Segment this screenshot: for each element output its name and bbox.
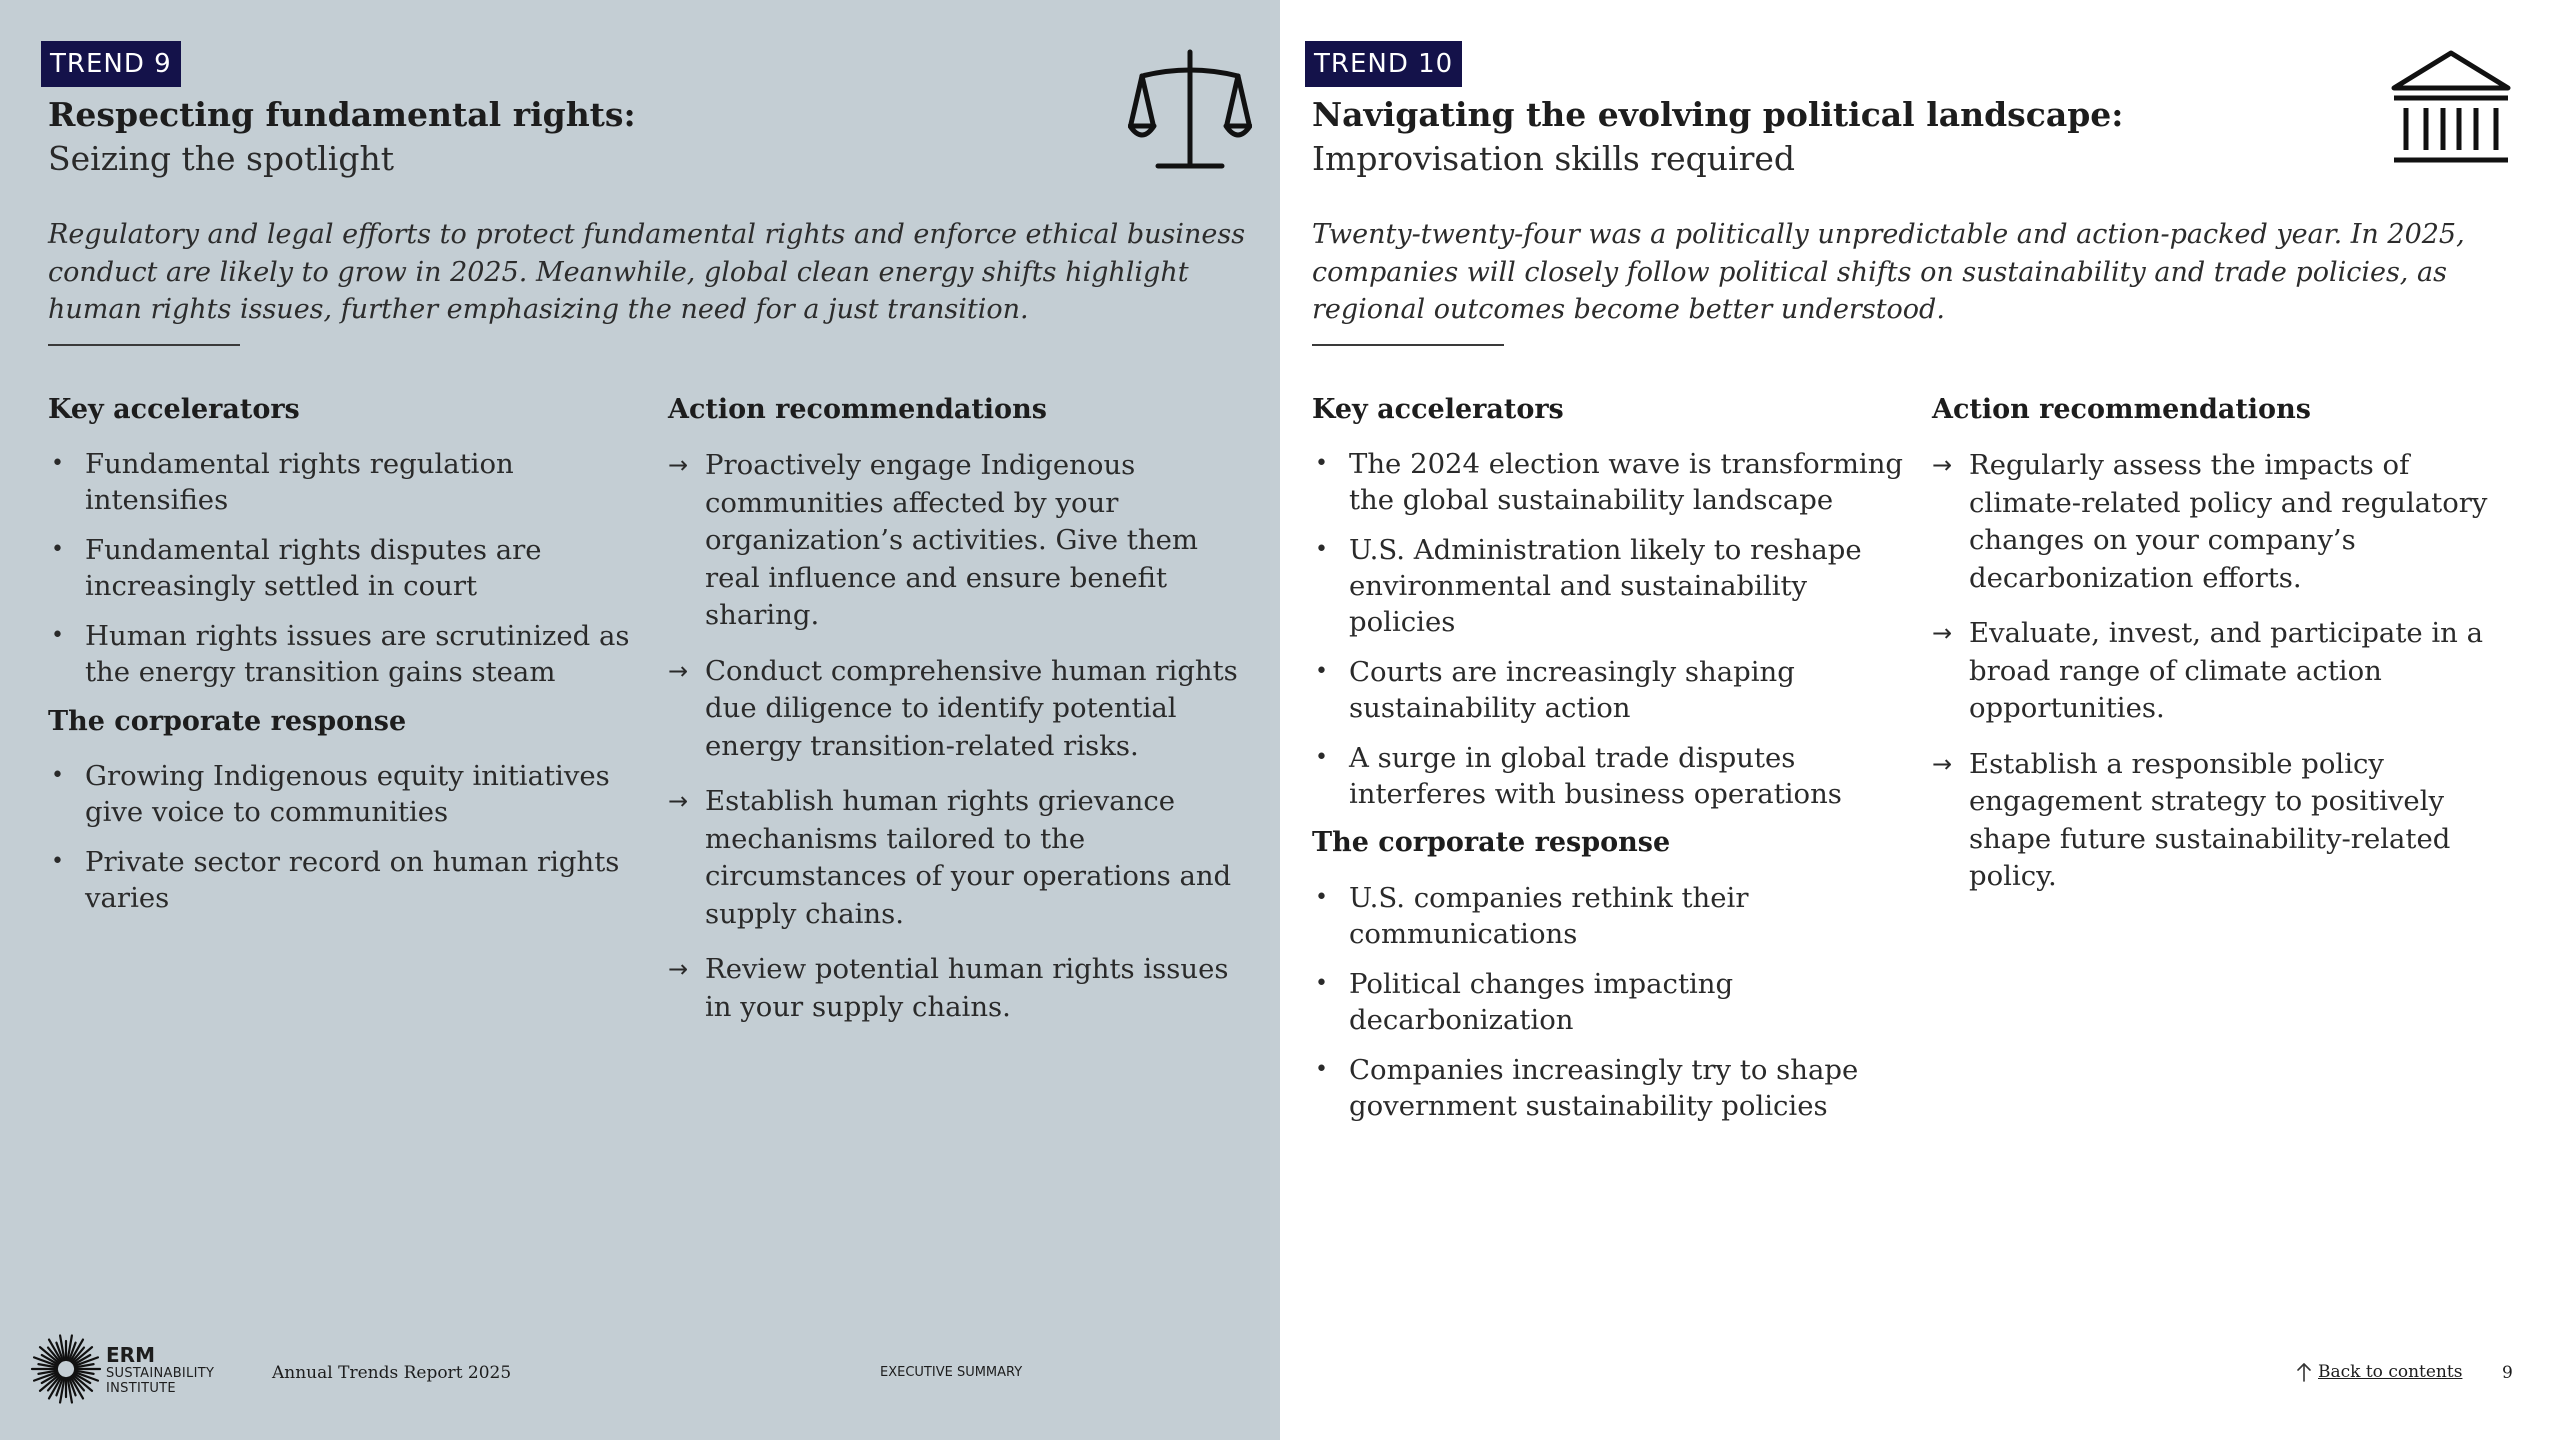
key-accelerators-heading: Key accelerators xyxy=(1312,394,1564,425)
bullet-icon: • xyxy=(1315,451,1328,476)
bullet-icon: • xyxy=(51,763,64,788)
list-item: → Proactively engage Indigenous communities affected by your organization’s activities. Give them real influence and ensure benefit sharing. xyxy=(668,449,1198,631)
list-item: • The 2024 election wave is transforming the global sustainability landscape xyxy=(1315,448,1904,516)
trend-9-intro: Regulatory and legal efforts to protect fundamental rights and enforce ethical business conduct are likely to grow in 2025. Meanwhile, global clean energy shifts highlight human rights issues, further emphasizing the need for a just transition. xyxy=(48,219,1246,325)
bullet-icon: • xyxy=(1315,537,1328,562)
corporate-response-list xyxy=(1312,880,1912,1138)
list-item: → Conduct comprehensive human rights due diligence to identify potential energy transition-related risks. xyxy=(668,654,1238,762)
bullet-icon: • xyxy=(51,849,64,874)
key-accelerators-list xyxy=(1312,446,1912,826)
list-item: → Regularly assess the impacts of climate-related policy and regulatory changes on your company’s decarbonization efforts. xyxy=(1932,449,2488,594)
arrow-right-icon: → xyxy=(668,787,689,815)
trend-9-title: Respecting fundamental rights: xyxy=(48,95,636,134)
section-label: EXECUTIVE SUMMARY xyxy=(880,1365,1023,1380)
list-item: • A surge in global trade disputes interferes with business operations xyxy=(1315,742,1842,810)
action-recommendations-list xyxy=(668,447,1248,1044)
trend-10-subtitle: Improvisation skills required xyxy=(1312,139,1796,178)
divider xyxy=(48,344,240,346)
list-item: • U.S. Administration likely to reshape environmental and sustainability policies xyxy=(1315,534,1862,638)
trend-10-title: Navigating the evolving political landscape: xyxy=(1312,95,2124,134)
arrow-right-icon: → xyxy=(668,451,689,479)
action-recommendations-heading: Action recommendations xyxy=(668,394,1047,425)
key-accelerators-list xyxy=(48,446,638,704)
list-item: • Fundamental rights disputes are increasingly settled in court xyxy=(51,534,542,602)
report-title: Annual Trends Report 2025 xyxy=(272,1363,512,1383)
list-item: → Establish human rights grievance mechanisms tailored to the circumstances of your operations and supply chains. xyxy=(668,785,1232,930)
corporate-response-list xyxy=(48,758,638,930)
trend-9-subtitle: Seizing the spotlight xyxy=(48,139,394,178)
back-to-contents-link[interactable]: Back to contents xyxy=(2296,1361,2462,1383)
list-item: • Private sector record on human rights varies xyxy=(51,846,620,914)
trend-9-tag: TREND 9 xyxy=(41,41,181,87)
scales-of-justice-icon xyxy=(1128,48,1252,172)
erm-logo-icon xyxy=(30,1333,102,1405)
government-building-icon xyxy=(2390,48,2512,170)
list-item: → Review potential human rights issues in your supply chains. xyxy=(668,953,1229,1023)
list-item: → Evaluate, invest, and participate in a broad range of climate action opportunities. xyxy=(1932,617,2484,724)
arrow-right-icon: → xyxy=(1932,619,1953,647)
list-item: • Courts are increasingly shaping sustainability action xyxy=(1315,656,1795,724)
bullet-icon: • xyxy=(1315,745,1328,770)
key-accelerators-heading: Key accelerators xyxy=(48,394,300,425)
action-recommendations-heading: Action recommendations xyxy=(1932,394,2311,425)
divider xyxy=(1312,344,1504,346)
list-item: → Establish a responsible policy engagement strategy to positively shape future sustainability-related policy. xyxy=(1932,747,2451,892)
list-item: • U.S. companies rethink their communications xyxy=(1315,882,1749,950)
bullet-icon: • xyxy=(1315,885,1328,910)
erm-logo-text: ERM SUSTAINABILITY INSTITUTE xyxy=(106,1343,215,1396)
list-item: • Fundamental rights regulation intensifies xyxy=(51,448,514,516)
list-item: • Growing Indigenous equity initiatives give voice to communities xyxy=(51,760,610,828)
trend-10-tag: TREND 10 xyxy=(1305,41,1462,87)
bullet-icon: • xyxy=(1315,971,1328,996)
list-item: • Companies increasingly try to shape government sustainability policies xyxy=(1315,1054,1859,1122)
bullet-icon: • xyxy=(1315,1057,1328,1082)
list-item: • Political changes impacting decarbonization xyxy=(1315,968,1734,1036)
bullet-icon: • xyxy=(1315,659,1328,684)
page-number: 9 xyxy=(2502,1363,2513,1383)
arrow-up-icon xyxy=(2296,1362,2312,1382)
trend-10-intro: Twenty-twenty-four was a politically unpredictable and action-packed year. In 2025, companies will closely follow political shifts on sustainability and trade policies, as regional outcomes become better understood. xyxy=(1312,219,2465,325)
corporate-response-heading: The corporate response xyxy=(48,706,407,737)
corporate-response-heading: The corporate response xyxy=(1312,827,1671,858)
bullet-icon: • xyxy=(51,537,64,562)
arrow-right-icon: → xyxy=(668,955,689,983)
arrow-right-icon: → xyxy=(1932,451,1953,479)
trend-10-panel xyxy=(1280,0,2560,1440)
arrow-right-icon: → xyxy=(1932,749,1953,778)
bullet-icon: • xyxy=(51,623,64,648)
bullet-icon: • xyxy=(51,451,64,476)
action-recommendations-list xyxy=(1932,447,2512,914)
list-item: • Human rights issues are scrutinized as the energy transition gains steam xyxy=(51,620,630,688)
arrow-right-icon: → xyxy=(668,656,689,685)
